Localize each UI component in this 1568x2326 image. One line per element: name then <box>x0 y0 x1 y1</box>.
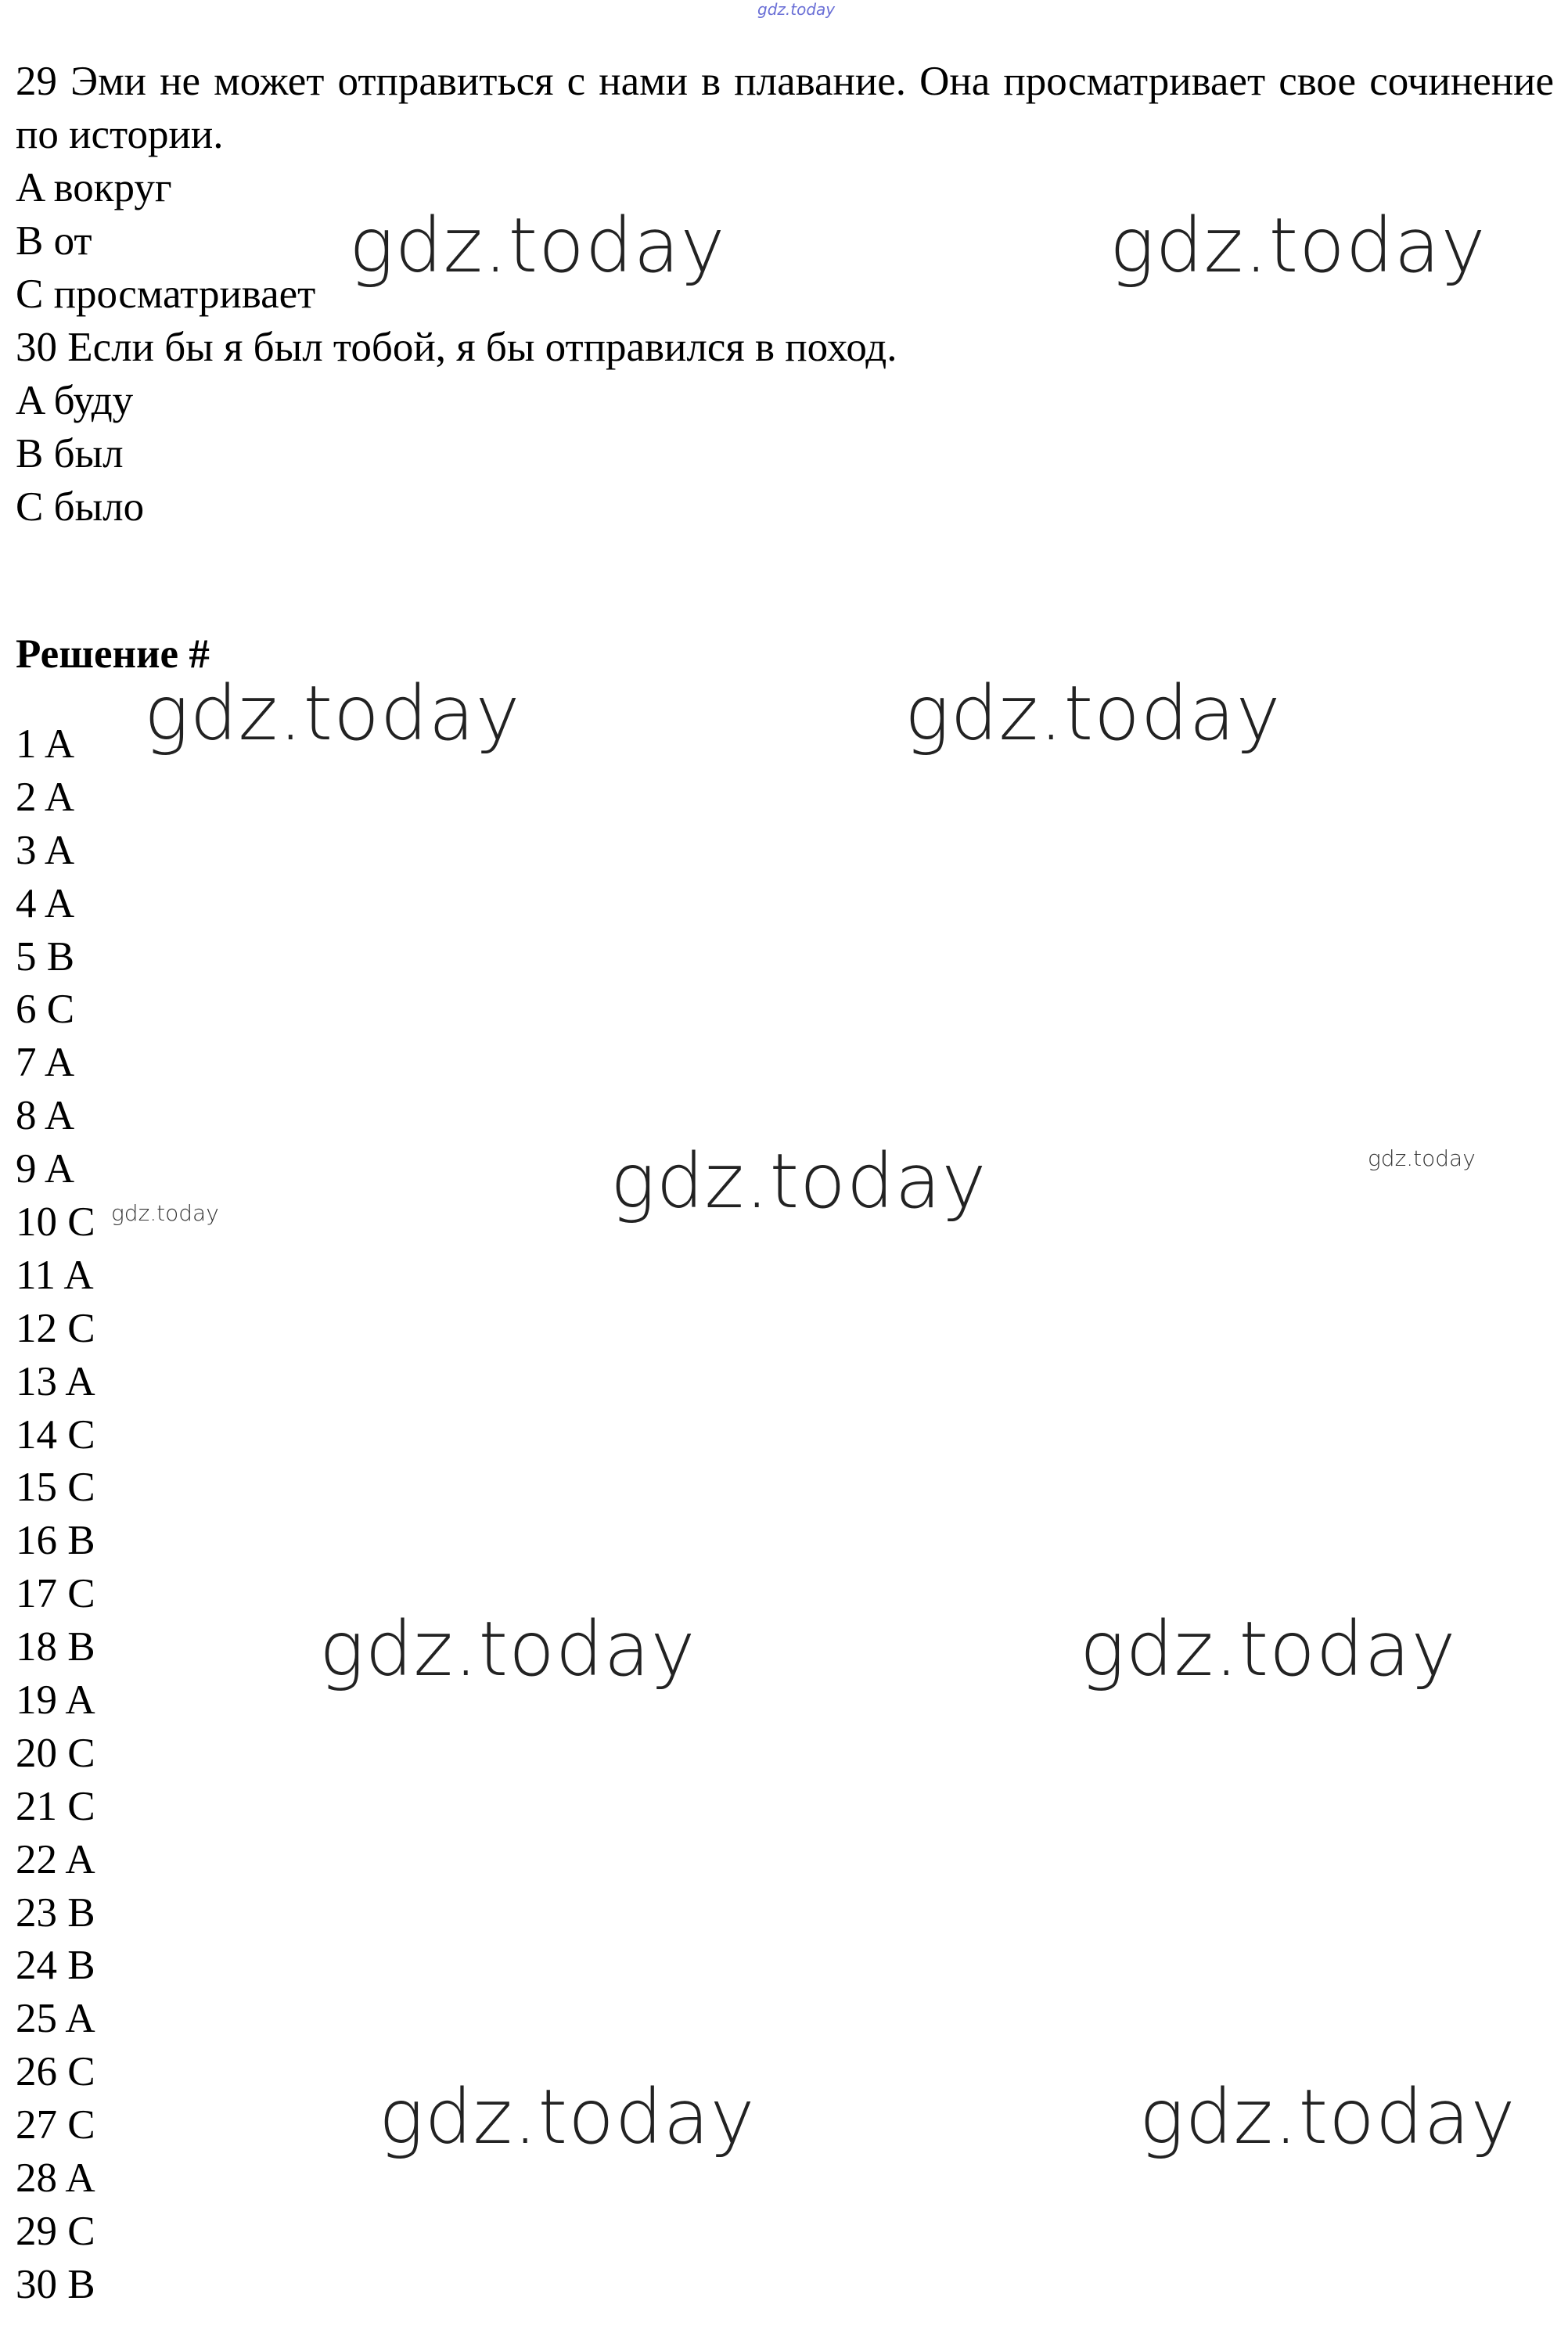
answer-item: 22 A <box>16 1836 95 1882</box>
answer-item: 1 A <box>16 721 75 767</box>
question-30-option-b: B был <box>16 431 124 476</box>
watermark: gdz.today <box>1139 2073 1516 2161</box>
answer-item: 29 C <box>16 2208 95 2254</box>
answer-item: 27 C <box>16 2102 95 2148</box>
answer-item: 28 A <box>16 2155 95 2202</box>
watermark: gdz.today <box>1080 1605 1457 1693</box>
question-29-option-c: C просматривает <box>16 271 316 317</box>
answer-item: 25 A <box>16 1996 95 2042</box>
watermark: gdz.today <box>1109 202 1487 289</box>
question-30-option-c: C было <box>16 484 145 530</box>
watermark: gdz.today <box>379 2073 756 2161</box>
question-30-text: 30 Если бы я был тобой, я бы отправился в поход. <box>16 325 897 370</box>
answer-item: 4 A <box>16 880 75 926</box>
answer-item: 19 A <box>16 1677 95 1724</box>
answer-item: 3 A <box>16 827 75 873</box>
question-30-option-a: A буду <box>16 378 134 423</box>
answer-item: 2 A <box>16 774 75 820</box>
watermark: gdz.today <box>144 670 521 757</box>
answer-item: 26 C <box>16 2049 95 2095</box>
watermark: gdz.today <box>904 670 1282 757</box>
answer-item: 18 B <box>16 1624 95 1670</box>
answer-item: 23 B <box>16 1889 95 1936</box>
answer-item: 20 C <box>16 1730 95 1776</box>
answer-item: 9 A <box>16 1146 75 1192</box>
question-29-option-b: B от <box>16 218 92 264</box>
answer-item: 10 C <box>16 1199 95 1246</box>
answer-item: 30 B <box>16 2261 95 2307</box>
answer-item: 15 C <box>16 1465 95 1511</box>
answer-item: 17 C <box>16 1571 95 1617</box>
question-29-option-a: A вокруг <box>16 165 172 210</box>
question-29-text: 29 Эми не может отправиться с нами в плавание. Она просматривает свое сочинение по истории. <box>16 59 1554 157</box>
answer-item: 11 A <box>16 1252 94 1298</box>
watermark: gdz.today <box>319 1605 696 1693</box>
answer-item: 8 A <box>16 1093 75 1139</box>
answer-item: 12 C <box>16 1305 95 1351</box>
answer-item: 24 B <box>16 1943 95 1989</box>
watermark-small: gdz.today <box>1368 1145 1476 1171</box>
answer-item: 14 C <box>16 1411 95 1458</box>
solution-heading: Решение # <box>16 631 210 677</box>
watermark-top: gdz.today <box>757 0 836 19</box>
answer-item: 21 C <box>16 1783 95 1829</box>
answer-item: 6 C <box>16 987 75 1033</box>
answer-item: 16 B <box>16 1518 95 1564</box>
answers-list <box>16 718 95 2312</box>
watermark-small: gdz.today <box>111 1200 219 1226</box>
watermark: gdz.today <box>349 202 726 289</box>
watermark: gdz.today <box>610 1138 987 1225</box>
answer-item: 5 B <box>16 933 75 980</box>
answer-item: 13 A <box>16 1358 95 1404</box>
answer-item: 7 A <box>16 1040 75 1086</box>
